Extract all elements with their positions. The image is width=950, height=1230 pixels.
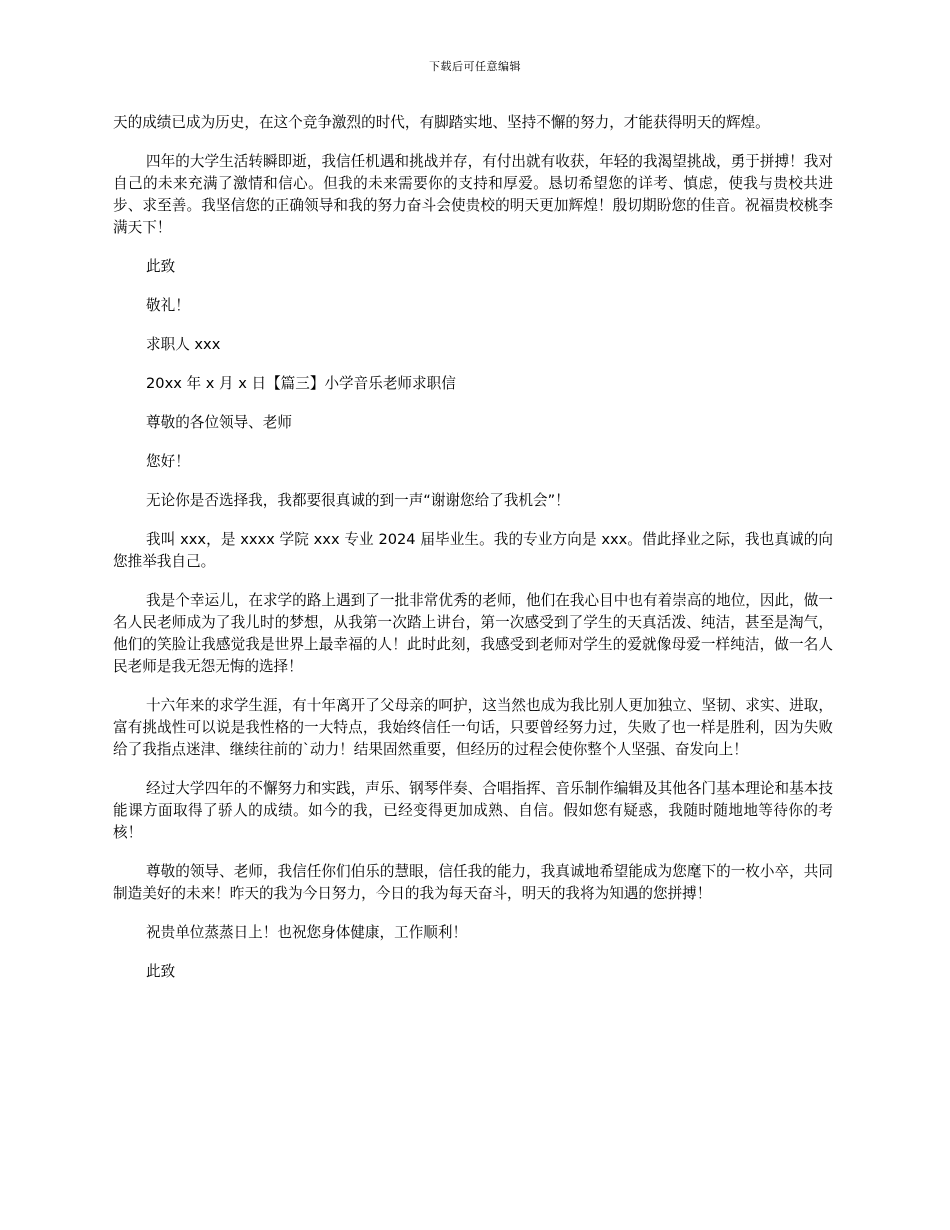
paragraph: 天的成绩已成为历史，在这个竞争激烈的时代，有脚踏实地、坚持不懈的努力，才能获得明天的辉煌。 <box>113 114 770 131</box>
paragraph: 十六年来的求学生涯，有十年离开了父母亲的呵护，这当然也成为我比别人更加独立、坚韧、求实、进取，富有挑战性可以说是我性格的一大特点，我始终信任一句话，只要曾经努力过，失败了也一样是胜利，因为失败给了我指点迷津、继续往前的`动力！结果固然重要，但经历的过程会使你整个人坚强、奋发向上！ <box>113 697 833 758</box>
closing-salutation: 此致 <box>146 963 176 980</box>
paragraph: 尊敬的领导、老师，我信任你们伯乐的慧眼，信任我的能力，我真诚地希望能成为您麾下的一枚小卒，共同制造美好的未来！昨天的我为今日努力，今日的我为每天奋斗，明天的我将为知遇的您拼搏！ <box>113 863 833 902</box>
paragraph: 经过大学四年的不懈努力和实践，声乐、钢琴伴奏、合唱指挥、音乐制作编辑及其他各门基本理论和基本技能课方面取得了骄人的成绩。如今的我，已经变得更加成熟、自信。假如您有疑惑，我随时随地地等待你的考核！ <box>113 780 833 841</box>
document-body <box>113 112 833 1000</box>
paragraph: 四年的大学生活转瞬即逝，我信任机遇和挑战并存，有付出就有收获，年轻的我渴望挑战，勇于拼搏！我对自己的未来充满了激情和信心。但我的未来需要你的支持和厚爱。恳切希望您的详考、慎虑，使我与贵校共进步、求至善。我坚信您的正确领导和我的努力奋斗会使贵校的明天更加辉煌！殷切期盼您的佳音。祝福贵校桃李满天下！ <box>113 153 833 236</box>
closing-regards: 敬礼！ <box>146 297 190 314</box>
paragraph: 无论你是否选择我，我都要很真诚的到一声“谢谢您给了我机会”！ <box>146 492 570 509</box>
closing-salutation: 此致 <box>146 258 176 275</box>
page-header: 下载后可任意编辑 <box>429 60 521 73</box>
letter-addressee: 尊敬的各位领导、老师 <box>146 414 292 431</box>
paragraph: 祝贵单位蒸蒸日上！也祝您身体健康，工作顺利！ <box>146 924 468 941</box>
applicant-signature: 求职人 xxx <box>146 336 221 353</box>
greeting: 您好！ <box>146 453 190 470</box>
paragraph: 我叫 xxx，是 xxxx 学院 xxx 专业 2024 届毕业生。我的专业方向是 xxx。借此择业之际，我也真诚的向您推举我自己。 <box>113 531 833 570</box>
paragraph: 我是个幸运儿，在求学的路上遇到了一批非常优秀的老师，他们在我心目中也有着崇高的地位，因此，做一名人民老师成为了我儿时的梦想，从我第一次踏上讲台，第一次感受到了学生的天真活泼、纯洁，甚至是淘气，他们的笑脸让我感觉我是世界上最幸福的人！此时此刻，我感受到老师对学生的爱就像母爱一样纯洁，做一名人民老师是我无怨无悔的选择！ <box>113 592 833 675</box>
date-and-section-title: 20xx 年 x 月 x 日【篇三】小学音乐老师求职信 <box>146 375 456 392</box>
